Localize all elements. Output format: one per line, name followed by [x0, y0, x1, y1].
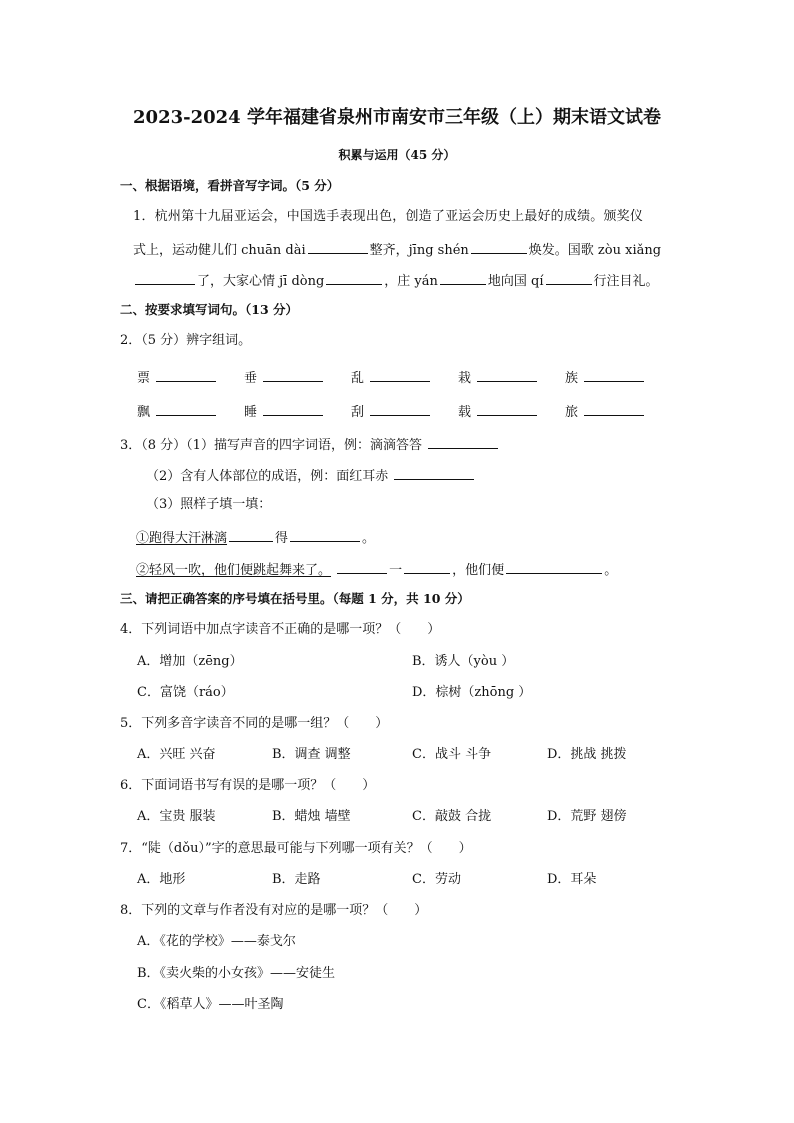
answer-blank[interactable] [156, 401, 216, 416]
q3-example-text: ②轻风一吹，他们便跳起舞来了。 [136, 563, 332, 578]
answer-blank[interactable] [229, 527, 273, 542]
q3-text: 得 [275, 531, 289, 546]
answer-blank[interactable] [584, 367, 644, 382]
q3-text: 一 [389, 563, 403, 578]
char-cell: 飘 [137, 405, 151, 420]
q3-part-2 [146, 465, 476, 486]
q3-text: 。 [362, 531, 376, 546]
q5-option-c[interactable]: C．战斗 斗争 [412, 747, 492, 762]
char-cell: 栽 [458, 371, 472, 386]
q7-option-c[interactable]: C．劳动 [412, 872, 461, 887]
char-cell: 族 [565, 371, 579, 386]
q1-text: 式上，运动健儿们 chuān dài [133, 243, 306, 258]
answer-blank[interactable] [290, 527, 360, 542]
q1-text: 了，大家心情 jī dòng [197, 274, 325, 289]
q6-option-b[interactable]: B．蜡烛 墙壁 [272, 809, 351, 824]
q1-text: 整齐，jīng shén [369, 243, 469, 258]
answer-blank[interactable] [546, 270, 592, 285]
q1-line-3 [133, 270, 659, 291]
answer-blank[interactable] [477, 367, 537, 382]
q3-part-3: （3）照样子填一填： [146, 497, 272, 512]
q7-option-b[interactable]: B．走路 [272, 872, 321, 887]
q6-option-d[interactable]: D．荒野 翅傍 [547, 809, 627, 824]
q1-text: 焕发。国歌 zòu xiǎng [528, 243, 662, 258]
char-cell: 乱 [351, 371, 365, 386]
q4-option-d[interactable]: D．棕树（zhōng ） [412, 685, 532, 700]
q1-text: ，庄 yán [384, 274, 438, 289]
q4-prompt: 4．下列词语中加点字读音不正确的是哪一项？（ ） [120, 622, 441, 637]
q4-option-b[interactable]: B．诱人（yòu ） [412, 654, 515, 669]
page-subtitle: 积累与运用（45 分） [338, 148, 456, 162]
q6-option-c[interactable]: C．敲鼓 合拢 [412, 809, 492, 824]
answer-blank[interactable] [404, 559, 450, 574]
q6-prompt: 6．下面词语书写有误的是哪一项？（ ） [120, 778, 376, 793]
q5-option-b[interactable]: B．调查 调整 [272, 747, 351, 762]
page-title: 2023-2024 学年福建省泉州市南安市三年级（上）期末语文试卷 [133, 107, 661, 128]
answer-blank[interactable] [263, 401, 323, 416]
answer-blank[interactable] [428, 434, 498, 449]
section-3-heading: 三、请把正确答案的序号填在括号里。（每题 1 分，共 10 分） [120, 591, 470, 606]
q6-option-a[interactable]: A．宝贵 服装 [137, 809, 216, 824]
q5-option-d[interactable]: D．挑战 挑拨 [547, 747, 627, 762]
q5-prompt: 5．下列多音字读音不同的是哪一组？（ ） [120, 716, 389, 731]
q1-text: 行注目礼。 [593, 274, 659, 289]
q3-text: 。 [604, 563, 618, 578]
q2-prompt: 2．（5 分）辨字组词。 [120, 333, 252, 348]
q1-text: 地向国 qí [487, 274, 544, 289]
q7-option-d[interactable]: D．耳朵 [547, 872, 597, 887]
q3-example-text: ①跑得大汗淋漓 [136, 531, 228, 546]
section-2-heading: 二、按要求填写词句。（13 分） [120, 302, 298, 317]
q4-option-c[interactable]: C．富饶（ráo） [137, 685, 234, 700]
answer-blank[interactable] [326, 270, 382, 285]
q3-text: 3．（8 分）（1）描写声音的四字词语，例：滴滴答答 [120, 438, 422, 453]
answer-blank[interactable] [263, 367, 323, 382]
answer-blank[interactable] [156, 367, 216, 382]
q5-option-a[interactable]: A．兴旺 兴奋 [137, 747, 216, 762]
char-cell: 刮 [351, 405, 365, 420]
answer-blank[interactable] [370, 367, 430, 382]
answer-blank[interactable] [471, 239, 527, 254]
q8-prompt: 8．下列的文章与作者没有对应的是哪一项？（ ） [120, 903, 428, 918]
q3-example-2 [136, 559, 617, 580]
answer-blank[interactable] [394, 465, 474, 480]
q8-option-c[interactable]: C．《稻草人》——叶圣陶 [137, 997, 284, 1012]
answer-blank[interactable] [308, 239, 368, 254]
char-cell: 票 [137, 371, 151, 386]
q3-text: （2）含有人体部位的成语，例：面红耳赤 [146, 469, 389, 484]
char-cell: 旅 [565, 405, 579, 420]
q3-text: ，他们便 [452, 563, 505, 578]
char-cell: 垂 [244, 371, 258, 386]
q8-option-b[interactable]: B．《卖火柴的小女孩》——安徒生 [137, 966, 336, 981]
q4-option-a[interactable]: A．增加（zēng） [137, 654, 243, 669]
answer-blank[interactable] [440, 270, 486, 285]
q1-line-1: 1．杭州第十九届亚运会，中国选手表现出色，创造了亚运会历史上最好的成绩。颁奖仪 [133, 209, 644, 224]
q1-line-2 [133, 239, 661, 260]
answer-blank[interactable] [506, 559, 602, 574]
q7-prompt: 7．“陡（dǒu）”字的意思最可能与下列哪一项有关？（ ） [120, 841, 472, 856]
answer-blank[interactable] [477, 401, 537, 416]
answer-blank[interactable] [584, 401, 644, 416]
q3-part-1 [120, 434, 500, 455]
answer-blank[interactable] [135, 270, 195, 285]
q3-example-1 [136, 527, 375, 548]
answer-blank[interactable] [370, 401, 430, 416]
char-cell: 睡 [244, 405, 258, 420]
char-cell: 载 [458, 405, 472, 420]
answer-blank[interactable] [337, 559, 387, 574]
q7-option-a[interactable]: A．地形 [137, 872, 186, 887]
q8-option-a[interactable]: A．《花的学校》——泰戈尔 [137, 934, 296, 949]
section-1-heading: 一、根据语境，看拼音写字词。（5 分） [120, 178, 340, 193]
